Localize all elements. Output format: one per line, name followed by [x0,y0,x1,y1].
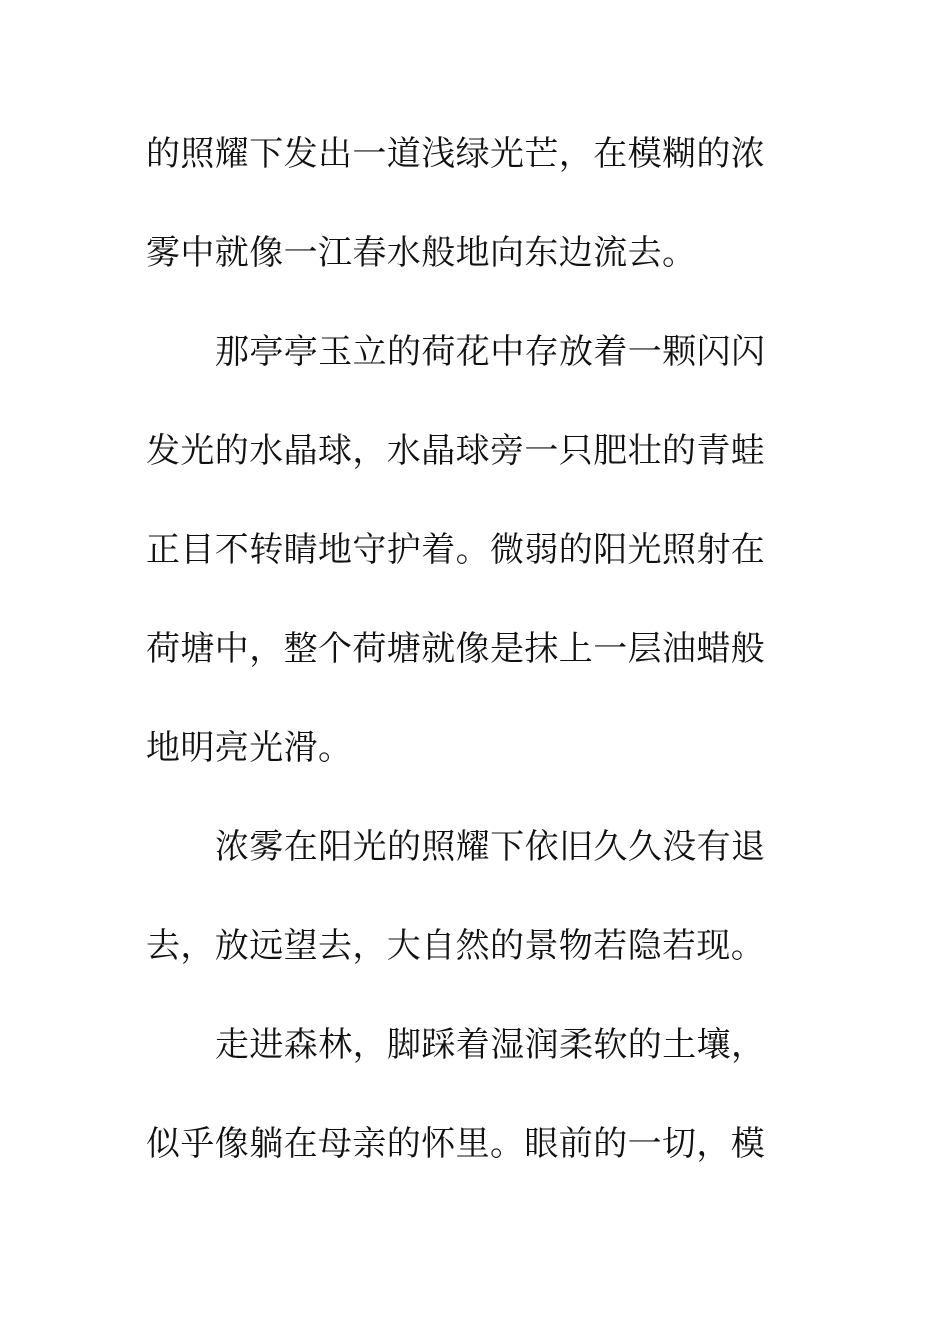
text-line: 的照耀下发出一道浅绿光芒，在模糊的浓 [146,134,766,174]
text-line: 雾中就像一江春水般地向东边流去。 [146,233,697,273]
text-line: 荷塘中，整个荷塘就像是抹上一层油蜡般 [146,629,766,669]
text-line: 发光的水晶球，水晶球旁一只肥壮的青蛙 [146,431,766,471]
text-line: 正目不转睛地守护着。微弱的阳光照射在 [146,530,766,570]
paragraph-start-line: 那亭亭玉立的荷花中存放着一颗闪闪 [215,332,766,372]
text-line: 似乎像躺在母亲的怀里。眼前的一切，模 [146,1124,766,1164]
paragraph-start-line: 走进森林，脚踩着湿润柔软的土壤， [215,1025,766,1065]
text-line: 去，放远望去，大自然的景物若隐若现。 [146,926,766,966]
text-line: 地明亮光滑。 [146,728,353,768]
paragraph-start-line: 浓雾在阳光的照耀下依旧久久没有退 [215,827,766,867]
text-body [146,122,786,1211]
